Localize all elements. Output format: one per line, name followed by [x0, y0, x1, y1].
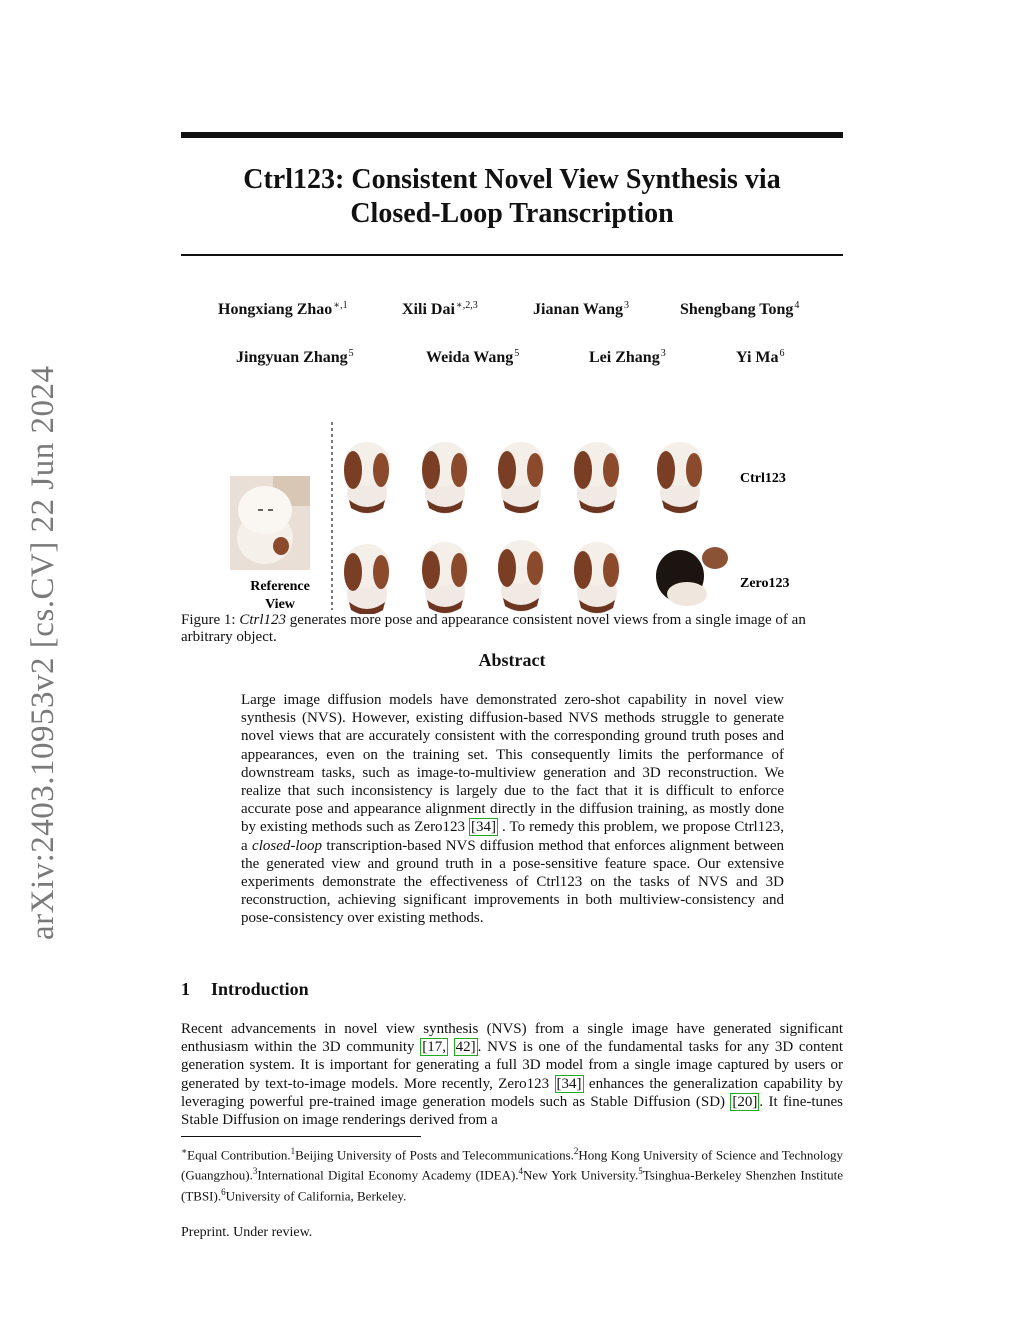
- ctrl123-view-4: [574, 442, 620, 514]
- zero123-view-4: [574, 542, 620, 614]
- author-2: Xili Dai$^{∗,2,3}$: [402, 300, 478, 318]
- reference-label-line2: View: [265, 597, 295, 612]
- zero123-view-5: [656, 547, 728, 606]
- title-top-rule: [181, 132, 843, 138]
- author-7: Lei Zhang$^3$: [589, 348, 666, 366]
- abstract-body: Large image diffusion models have demonstrated zero-shot capability in novel view synthesis (NVS). However, existing diffusion-based NVS methods struggle to generate novel views that are accurately consistent with the corresponding ground truth poses and appearances, even on the training set. This consequently limits the performance of downstream tasks, such as image-to-multiview generation and 3D reconstruction. We realize that such inconsistency is largely due to the fact that it is difficult to enforce accurate pose and appearance alignment directly in the diffusion training, as mostly done by existing methods such as Zero123 [34] . To remedy this problem, we propose Ctrl123, a closed-loop transcription-based NVS diffusion method that enforces alignment between the generated view and ground truth in a pose-sensitive feature space. Our extensive experiments demonstrate the effectiveness of Ctrl123 on the tasks of NVS and 3D reconstruction, achieving significant improvements in both multiview-consistency and pose-consistency over existing methods.: [241, 692, 784, 927]
- abstract-heading: Abstract: [478, 650, 546, 670]
- reference-view-image: [230, 476, 310, 570]
- zero123-view-3: [498, 540, 544, 612]
- section-heading-introduction: 1 Introduction: [181, 979, 309, 999]
- title-bottom-rule: [181, 254, 843, 256]
- reference-label-line1: Reference: [250, 579, 310, 594]
- author-3: Jianan Wang$^3$: [533, 300, 629, 318]
- footnote-rule: [181, 1136, 421, 1137]
- arxiv-identifier: arXiv:2403.10953v2 [cs.CV] 22 Jun 2024: [25, 365, 61, 940]
- citation-link[interactable]: [17,: [422, 1039, 446, 1056]
- citation-link[interactable]: 42]: [455, 1039, 476, 1056]
- ctrl123-row-label: Ctrl123: [740, 471, 786, 486]
- author-1: Hongxiang Zhao$^{∗,1}$: [218, 300, 348, 318]
- citation-link[interactable]: [20]: [732, 1093, 758, 1110]
- author-4: Shengbang Tong$^4$: [680, 300, 800, 318]
- ctrl123-view-2: [422, 442, 468, 514]
- ctrl123-view-3: [498, 442, 544, 514]
- ctrl123-view-5: [657, 442, 703, 514]
- title-line-1: Ctrl123: Consistent Novel View Synthesis via: [243, 164, 781, 195]
- zero123-view-2: [422, 542, 468, 614]
- zero123-view-1: [344, 544, 390, 614]
- figure-caption: Figure 1: Ctrl123 generates more pose and appearance consistent novel views from a single image of an arbitrary object.: [181, 612, 806, 645]
- citation-link[interactable]: [34]: [556, 1075, 582, 1092]
- title-line-2: Closed-Loop Transcription: [350, 198, 674, 229]
- paper-title: [181, 163, 843, 231]
- preprint-notice: Preprint. Under review.: [181, 1225, 313, 1240]
- zero123-row-label: Zero123: [740, 576, 790, 591]
- author-5: Jingyuan Zhang$^5$: [236, 348, 354, 366]
- author-6: Weida Wang$^5$: [426, 348, 520, 366]
- figure-1: [225, 418, 825, 614]
- introduction-body: Recent advancements in novel view synthesis (NVS) from a single image have generated significant enthusiasm within the 3D community [17, 42] . NVS is one of the fundamental tasks for any 3D content generation system. It is important for generating a full 3D model from a single image captured by users or generated by text-to-image models. More recently, Zero123 [34] enhances the generalization capability by leveraging powerful pre-trained image generation models such as Stable Diffusion (SD) [20] . It fine-tunes Stable Diffusion on image renderings derived from a: [181, 1021, 844, 1129]
- citation-link[interactable]: [34]: [471, 819, 497, 836]
- affiliations-footnote: ∗Equal Contribution.$^1$Beijing University of Posts and Telecommunications.$^2$Hong Kong University of Science and Technology (Guangzhou).$^3$International Digital Economy Academy (IDEA).$^4$New York University.$^5$Tsinghua-Berkeley Shenzhen Institute (TBSI).$^6$University of California, Berkeley.: [181, 1146, 843, 1203]
- ctrl123-view-1: [344, 442, 390, 514]
- author-8: Yi Ma$^6$: [736, 348, 785, 366]
